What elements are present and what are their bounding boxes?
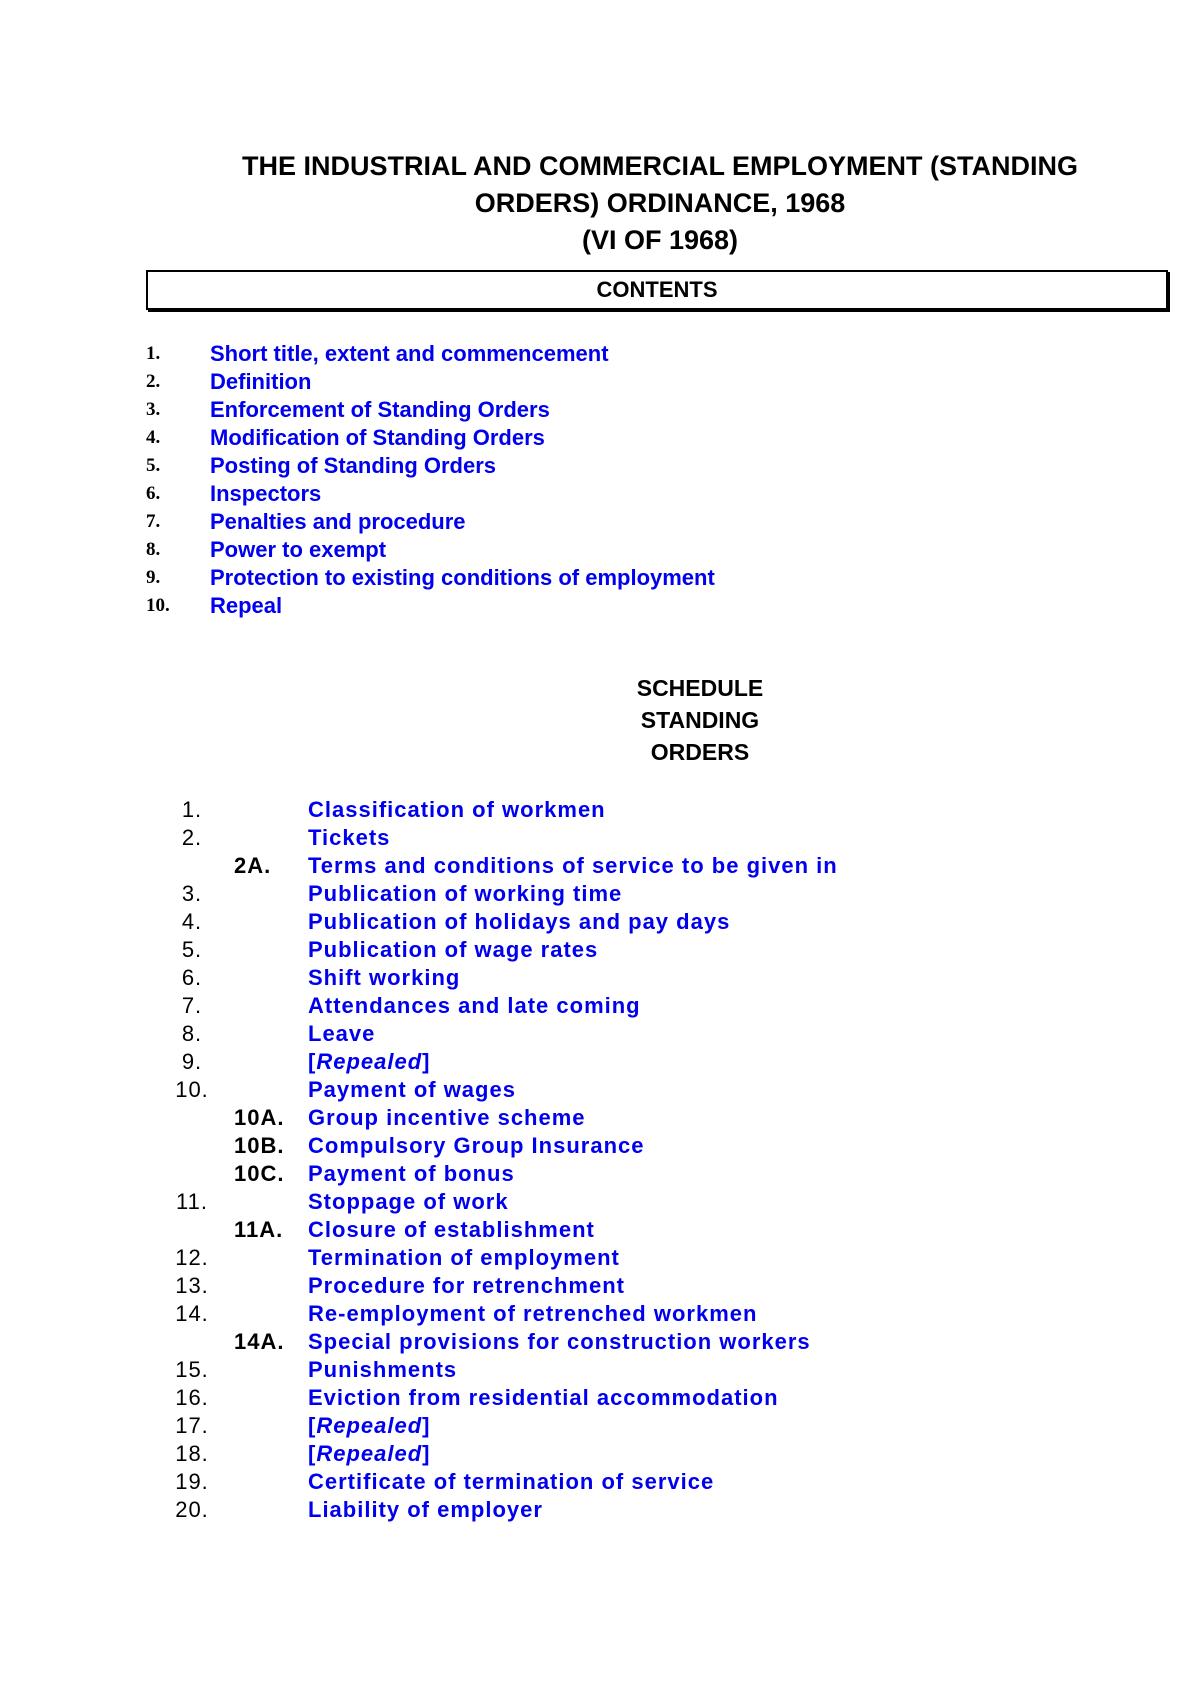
toc-item-number: 5. [146,455,161,476]
standing-order-link[interactable]: Payment of wages [308,1077,516,1102]
standing-order-item [150,964,838,992]
toc-item-number: 10. [146,595,170,616]
standing-order-link[interactable]: Tickets [308,825,391,850]
standing-order-link[interactable]: Attendances and late coming [308,993,641,1018]
title-line-3: (VI OF 1968) [581,225,739,255]
standing-order-item [150,1188,838,1216]
standing-order-sub-number: 10A. [234,1105,285,1130]
standing-order-link[interactable]: Payment of bonus [308,1161,515,1186]
standing-order-item [150,908,838,936]
standing-order-number: 5. [181,937,203,962]
standing-order-item [150,1300,838,1328]
standing-order-item [150,880,838,908]
standing-order-number: 1. [181,797,203,822]
toc-item-number: 2. [146,371,161,392]
toc-item-link[interactable]: Definition [210,369,312,394]
standing-order-link[interactable]: Re-employment of retrenched workmen [308,1301,758,1326]
standing-order-item [150,1244,838,1272]
standing-order-item [150,1440,838,1468]
standing-order-link[interactable]: Publication of working time [308,881,623,906]
schedule-line-2: STANDING [640,707,760,733]
toc-item [146,564,715,592]
toc-item-link[interactable]: Penalties and procedure [210,509,466,534]
close-bracket: ] [422,1441,431,1466]
standing-order-link[interactable]: Stoppage of work [308,1189,509,1214]
standing-order-number: 14. [175,1301,209,1326]
standing-order-link[interactable]: Procedure for retrenchment [308,1273,625,1298]
title-line-2: ORDERS) ORDINANCE, 1968 [474,188,846,218]
toc-item-link[interactable]: Repeal [210,593,283,618]
toc-item-link[interactable]: Inspectors [210,481,322,506]
toc-item-link[interactable]: Power to exempt [210,537,387,562]
toc-item-link[interactable]: Protection to existing conditions of employment [210,565,715,590]
standing-order-number: 13. [175,1273,209,1298]
standing-order-item [150,852,838,880]
toc-item [146,508,715,536]
toc-item-number: 1. [146,343,161,364]
title-line-1: THE INDUSTRIAL AND COMMERCIAL EMPLOYMENT (STANDING [242,151,1078,181]
standing-order-sub-number: 14A. [234,1329,285,1354]
standing-order-sub-number: 2A. [234,853,272,878]
standing-order-item [150,1104,838,1132]
standing-order-link[interactable]: Shift working [308,965,461,990]
standing-order-item [150,1496,838,1524]
toc-item-number: 6. [146,483,161,504]
standing-order-number: 16. [175,1385,209,1410]
standing-order-number: 6. [181,965,203,990]
standing-order-number: 17. [175,1413,209,1438]
standing-order-item [150,1468,838,1496]
schedule-line-1: SCHEDULE [636,675,764,701]
close-bracket: ] [422,1049,431,1074]
document-title [140,148,1180,259]
toc-item-number: 4. [146,427,161,448]
standing-order-item [150,1216,838,1244]
standing-order-link[interactable]: Repealed [316,1441,423,1466]
standing-order-item [150,1020,838,1048]
standing-order-number: 2. [181,825,203,850]
standing-order-number: 20. [175,1497,209,1522]
standing-order-item [150,1132,838,1160]
standing-order-item [150,1160,838,1188]
toc-item-number: 3. [146,399,161,420]
standing-order-item [150,796,838,824]
standing-order-link[interactable]: Terms and conditions of service to be given in [308,853,838,878]
standing-order-number: 10. [175,1077,209,1102]
standing-order-link[interactable]: Eviction from residential accommodation [308,1385,779,1410]
standing-order-number: 4. [181,909,203,934]
standing-order-sub-number: 11A. [234,1217,284,1242]
standing-order-link[interactable]: Special provisions for construction workers [308,1329,811,1354]
standing-order-item [150,824,838,852]
standing-order-item [150,992,838,1020]
standing-order-link[interactable]: Punishments [308,1357,458,1382]
standing-order-item [150,1412,838,1440]
standing-order-sub-number: 10B. [234,1133,285,1158]
toc-item [146,480,715,508]
standing-order-number: 11. [176,1189,208,1214]
toc-item [146,536,715,564]
toc-item-number: 9. [146,567,161,588]
toc-item-link[interactable]: Enforcement of Standing Orders [210,397,550,422]
standing-order-item [150,1076,838,1104]
standing-order-link[interactable]: Certificate of termination of service [308,1469,715,1494]
contents-heading-box [146,270,1168,310]
standing-order-number: 7. [181,993,203,1018]
toc-item [146,592,715,620]
standing-order-number: 8. [181,1021,203,1046]
toc-item-link[interactable]: Short title, extent and commencement [210,341,609,366]
standing-order-number: 15. [175,1357,209,1382]
standing-order-link[interactable]: Compulsory Group Insurance [308,1133,645,1158]
standing-order-link[interactable]: Publication of wage rates [308,937,599,962]
standing-order-item [150,936,838,964]
standing-order-item [150,1328,838,1356]
standing-order-link[interactable]: Group incentive scheme [308,1105,586,1130]
toc-item [146,340,715,368]
schedule-line-3: ORDERS [650,739,750,765]
standing-order-number: 3. [181,881,203,906]
standing-order-number: 12. [175,1245,209,1270]
standing-order-link[interactable]: Publication of holidays and pay days [308,909,731,934]
table-of-contents [146,340,715,620]
close-bracket: ] [422,1413,431,1438]
open-bracket: [ [308,1413,317,1438]
standing-order-link[interactable]: Liability of employer [308,1497,543,1522]
toc-item [146,396,715,424]
standing-order-link[interactable]: Classification of workmen [308,797,606,822]
schedule-heading [600,672,800,768]
toc-item-link[interactable]: Modification of Standing Orders [210,425,545,450]
toc-item [146,368,715,396]
standing-orders-list [150,796,838,1524]
toc-item-link[interactable]: Posting of Standing Orders [210,453,497,478]
standing-order-item [150,1356,838,1384]
standing-order-sub-number: 10C. [234,1161,285,1186]
toc-item [146,424,715,452]
contents-heading: CONTENTS [596,277,718,302]
standing-order-link[interactable]: Leave [308,1021,376,1046]
standing-order-item [150,1048,838,1076]
standing-order-number: 18. [175,1441,209,1466]
standing-order-item [150,1272,838,1300]
standing-order-link[interactable]: Repealed [316,1413,423,1438]
standing-order-number: 19. [175,1469,209,1494]
toc-item-number: 8. [146,539,161,560]
toc-item [146,452,715,480]
standing-order-link[interactable]: Repealed [316,1049,423,1074]
open-bracket: [ [308,1441,317,1466]
standing-order-link[interactable]: Closure of establishment [308,1217,595,1242]
open-bracket: [ [308,1049,317,1074]
standing-order-item [150,1384,838,1412]
standing-order-number: 9. [181,1049,203,1074]
standing-order-link[interactable]: Termination of employment [308,1245,620,1270]
toc-item-number: 7. [146,511,161,532]
